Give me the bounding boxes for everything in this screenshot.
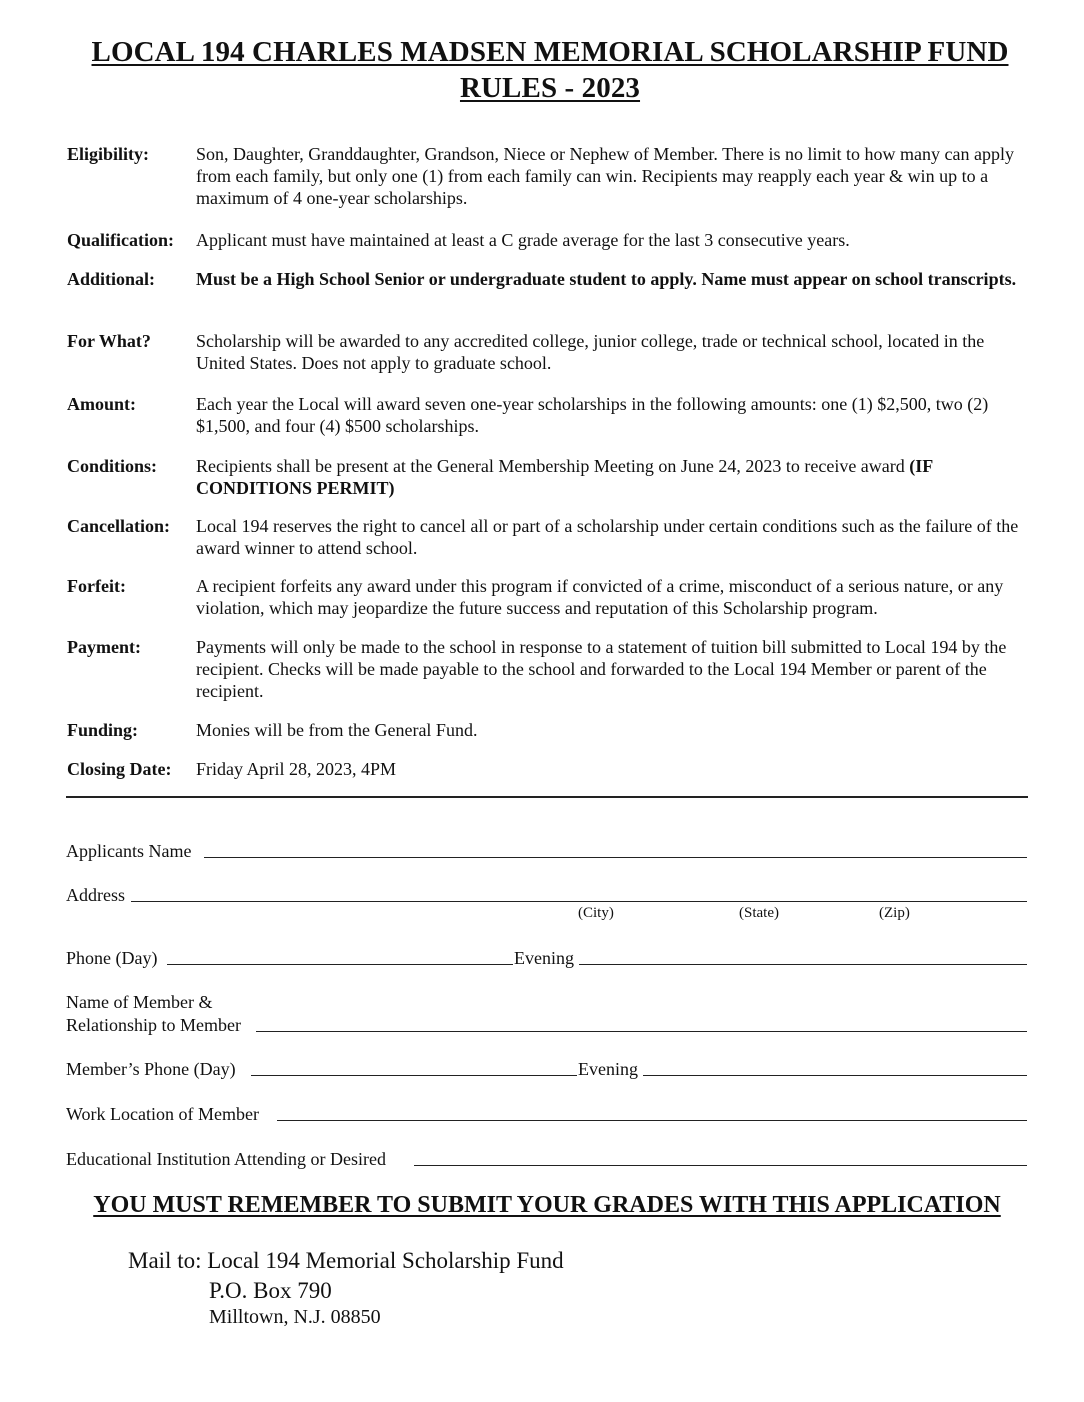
phone-day-label: Phone (Day) (66, 948, 158, 968)
rule-text: Local 194 reserves the right to cancel all or part of a scholarship under certain conditions such as the failure of the award winner to attend school. (196, 516, 1019, 558)
rule-text: Applicant must have maintained at least a C grade average for the last 3 consecutive years. (196, 230, 850, 250)
rule-label: Cancellation: (67, 516, 170, 536)
rule-label: Additional: (67, 269, 156, 289)
address-label: Address (66, 885, 125, 905)
rule-text: Must be a High School Senior or undergraduate student to apply. Name must appear on school transcripts. (196, 269, 1017, 289)
rule-text-emphasis: (IF CONDITIONS PERMIT) (196, 456, 933, 498)
member-name-label-line2: Relationship to Member (66, 1015, 241, 1035)
applicants-name-field[interactable] (204, 857, 1027, 858)
applicants-name-label: Applicants Name (66, 841, 192, 861)
rule-label: Forfeit: (67, 576, 126, 596)
rule-label: Qualification: (67, 230, 174, 250)
address-field[interactable] (131, 901, 1027, 902)
po-box-line: P.O. Box 790 (209, 1278, 332, 1303)
education-field[interactable] (414, 1165, 1027, 1166)
work-location-label: Work Location of Member (66, 1104, 259, 1124)
rule-label: Funding: (67, 720, 139, 740)
rule-text: Son, Daughter, Granddaughter, Grandson, Niece or Nephew of Member. There is no limit to how many can apply from each family, but only one (1) from each family can win. Recipients may reapply each year & win up to a maximum of 4 one-year scholarships. (196, 144, 1015, 208)
document-title: LOCAL 194 CHARLES MADSEN MEMORIAL SCHOLARSHIP FUND (91, 36, 1009, 68)
member-name-label-line1: Name of Member & (66, 992, 213, 1012)
rule-label: Eligibility: (67, 144, 150, 164)
phone-day-field[interactable] (167, 964, 513, 965)
rule-text: Payments will only be made to the school in response to a statement of tuition bill submitted to Local 194 by the recipient. Checks will be made payable to the school and forwarded to the Local 194 Member or parent of the recipient. (196, 637, 1007, 701)
member-relationship-field[interactable] (256, 1031, 1027, 1032)
grades-reminder: YOU MUST REMEMBER TO SUBMIT YOUR GRADES WITH THIS APPLICATION (93, 1192, 1001, 1218)
state-caption: (State) (739, 905, 779, 921)
rule-label: Amount: (67, 394, 137, 414)
work-location-field[interactable] (277, 1120, 1027, 1121)
rule-text (196, 455, 1037, 499)
member-phone-day-label: Member’s Phone (Day) (66, 1059, 236, 1079)
rule-text: A recipient forfeits any award under this program if convicted of a crime, misconduct of a serious nature, or any violation, which may jeopardize the future success and reputation of this Scholarship program. (196, 576, 1004, 618)
education-label: Educational Institution Attending or Desired (66, 1149, 386, 1169)
evening-phone-label: Evening (514, 948, 574, 968)
rule-text: Monies will be from the General Fund. (196, 720, 478, 740)
rule-text: Scholarship will be awarded to any accredited college, junior college, trade or technical school, located in the United States. Does not apply to graduate school. (196, 331, 985, 373)
section-divider (66, 796, 1028, 798)
city-caption: (City) (578, 905, 614, 921)
document-subtitle: RULES - 2023 (459, 72, 641, 104)
rule-text: Friday April 28, 2023, 4PM (196, 759, 397, 779)
zip-caption: (Zip) (879, 905, 910, 921)
rule-text-regular: Recipients shall be present at the General Membership Meeting on June 24, 2023 to receive award (196, 456, 905, 476)
mail-to-line: Mail to: Local 194 Memorial Scholarship Fund (128, 1248, 564, 1273)
rule-label: For What? (67, 331, 151, 351)
city-state-zip-line: Milltown, N.J. 08850 (209, 1306, 381, 1328)
member-evening-field[interactable] (643, 1075, 1027, 1076)
rule-text: Each year the Local will award seven one-year scholarships in the following amounts: one (1) $2,500, two (2) $1,500, and four (4) $500 scholarships. (196, 394, 989, 436)
member-evening-label: Evening (578, 1059, 638, 1079)
rule-label: Conditions: (67, 456, 158, 476)
evening-phone-field[interactable] (579, 964, 1027, 965)
member-phone-day-field[interactable] (251, 1075, 577, 1076)
rule-label: Closing Date: (67, 759, 172, 779)
rule-label: Payment: (67, 637, 141, 657)
